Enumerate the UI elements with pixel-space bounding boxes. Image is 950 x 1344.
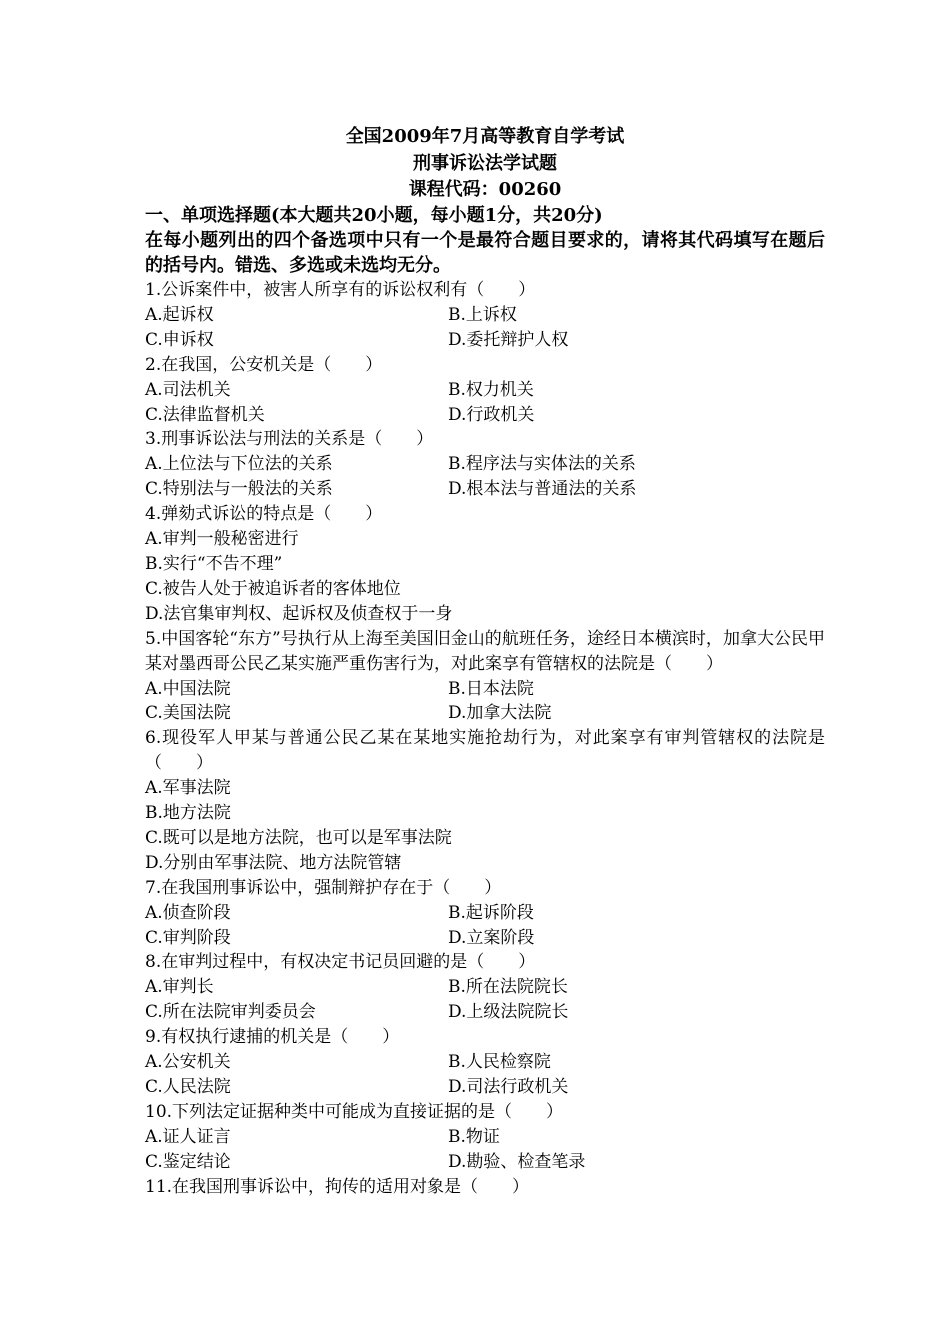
option-a: A.司法机关 — [145, 379, 231, 400]
option-b: B.权力机关 — [448, 379, 534, 400]
option-b: B.所在法院院长 — [448, 977, 568, 998]
option-d: D.委托辩护人权 — [448, 329, 569, 350]
option-d: D.上级法院院长 — [448, 1002, 569, 1023]
question-1: 1.公诉案件中，被害人所享有的诉讼权利有（ ） — [145, 280, 536, 300]
option-c: C.审判阶段 — [145, 927, 231, 948]
option-row — [145, 477, 825, 502]
option-d: D.司法行政机关 — [448, 1077, 569, 1097]
question-10: 10.下列法定证据种类中可能成为直接证据的是（ ） — [145, 1101, 564, 1122]
question-5: 5.中国客轮“东方”号执行从上海至美国旧金山的航班任务，途经日本横滨时，加拿大公民甲某对墨西哥公民乙某实施严重伤害行为，对此案享有管辖权的法院是（ ） — [145, 628, 825, 674]
option-row — [145, 975, 825, 1000]
option-row — [145, 328, 825, 353]
option-c: C.所在法院审判委员会 — [145, 1002, 316, 1023]
option-a: A.军事法院 — [145, 778, 231, 799]
option-d: D.立案阶段 — [448, 927, 535, 948]
question-4: 4.弹劾式诉讼的特点是（ ） — [145, 504, 383, 525]
option-row — [145, 1050, 825, 1075]
option-c: C.被告人处于被追诉者的客体地位 — [145, 578, 401, 599]
question-11: 11.在我国刑事诉讼中，拘传的适用对象是（ ） — [145, 1176, 530, 1197]
option-a: A.审判长 — [145, 977, 214, 998]
subject-title: 刑事诉讼法学试题 — [413, 153, 557, 174]
option-b: B.人民检察院 — [448, 1052, 551, 1073]
section-heading: 一、单项选择题(本大题共20小题，每小题1分，共20分) — [145, 205, 603, 226]
question-6: 6.现役军人甲某与普通公民乙某在某地实施抢劫行为，对此案享有审判管辖权的法院是（ ） — [145, 728, 825, 774]
option-d: D.行政机关 — [448, 404, 535, 425]
option-c: C.鉴定结论 — [145, 1151, 231, 1172]
exam-page — [145, 123, 825, 1200]
option-d: D.加拿大法院 — [448, 703, 552, 724]
exam-title: 全国2009年7月高等教育自学考试 — [345, 126, 625, 147]
course-code: 课程代码：00260 — [408, 179, 562, 200]
option-a: A.起诉权 — [145, 304, 214, 325]
option-c: C.申诉权 — [145, 329, 214, 350]
option-b: B.上诉权 — [448, 304, 517, 325]
question-3: 3.刑事诉讼法与刑法的关系是（ ） — [145, 429, 434, 450]
option-c: C.特别法与一般法的关系 — [145, 479, 333, 500]
option-row — [145, 403, 825, 428]
question-9: 9.有权执行逮捕的机关是（ ） — [145, 1027, 400, 1048]
option-d: D.勘验、检查笔录 — [448, 1151, 586, 1172]
option-b: B.起诉阶段 — [448, 902, 534, 923]
question-2: 2.在我国，公安机关是（ ） — [145, 354, 383, 375]
option-b: B.实行“不告不理” — [145, 553, 283, 574]
option-d: D.根本法与普通法的关系 — [448, 479, 637, 500]
option-a: A.公安机关 — [145, 1052, 231, 1073]
option-c: C.既可以是地方法院，也可以是军事法院 — [145, 827, 452, 848]
option-row — [145, 452, 825, 477]
option-a: A.审判一般秘密进行 — [145, 529, 299, 550]
option-row — [145, 1075, 825, 1100]
option-a: A.中国法院 — [145, 678, 231, 699]
option-row — [145, 901, 825, 926]
option-row — [145, 677, 825, 702]
option-c: C.法律监督机关 — [145, 404, 265, 425]
option-row — [145, 303, 825, 328]
option-a: A.证人证言 — [145, 1126, 231, 1147]
option-d: D.分别由军事法院、地方法院管辖 — [145, 852, 402, 873]
option-c: C.美国法院 — [145, 703, 231, 724]
option-b: B.日本法院 — [448, 678, 534, 699]
question-8: 8.在审判过程中，有权决定书记员回避的是（ ） — [145, 952, 536, 973]
option-d: D.法官集审判权、起诉权及侦查权于一身 — [145, 603, 453, 624]
option-c: C.人民法院 — [145, 1077, 231, 1097]
option-b: B.程序法与实体法的关系 — [448, 454, 636, 475]
section-instructions: 在每小题列出的四个备选项中只有一个是最符合题目要求的，请将其代码填写在题后的括号内。错选、多选或未选均无分。 — [145, 230, 825, 276]
option-row — [145, 1125, 825, 1150]
option-row — [145, 701, 825, 726]
option-b: B.物证 — [448, 1126, 500, 1147]
option-b: B.地方法院 — [145, 803, 231, 824]
option-row — [145, 926, 825, 951]
question-7: 7.在我国刑事诉讼中，强制辩护存在于（ ） — [145, 877, 502, 898]
option-a: A.侦查阶段 — [145, 902, 231, 923]
option-row — [145, 1150, 825, 1175]
option-a: A.上位法与下位法的关系 — [145, 454, 333, 475]
option-row — [145, 378, 825, 403]
option-row — [145, 1000, 825, 1025]
